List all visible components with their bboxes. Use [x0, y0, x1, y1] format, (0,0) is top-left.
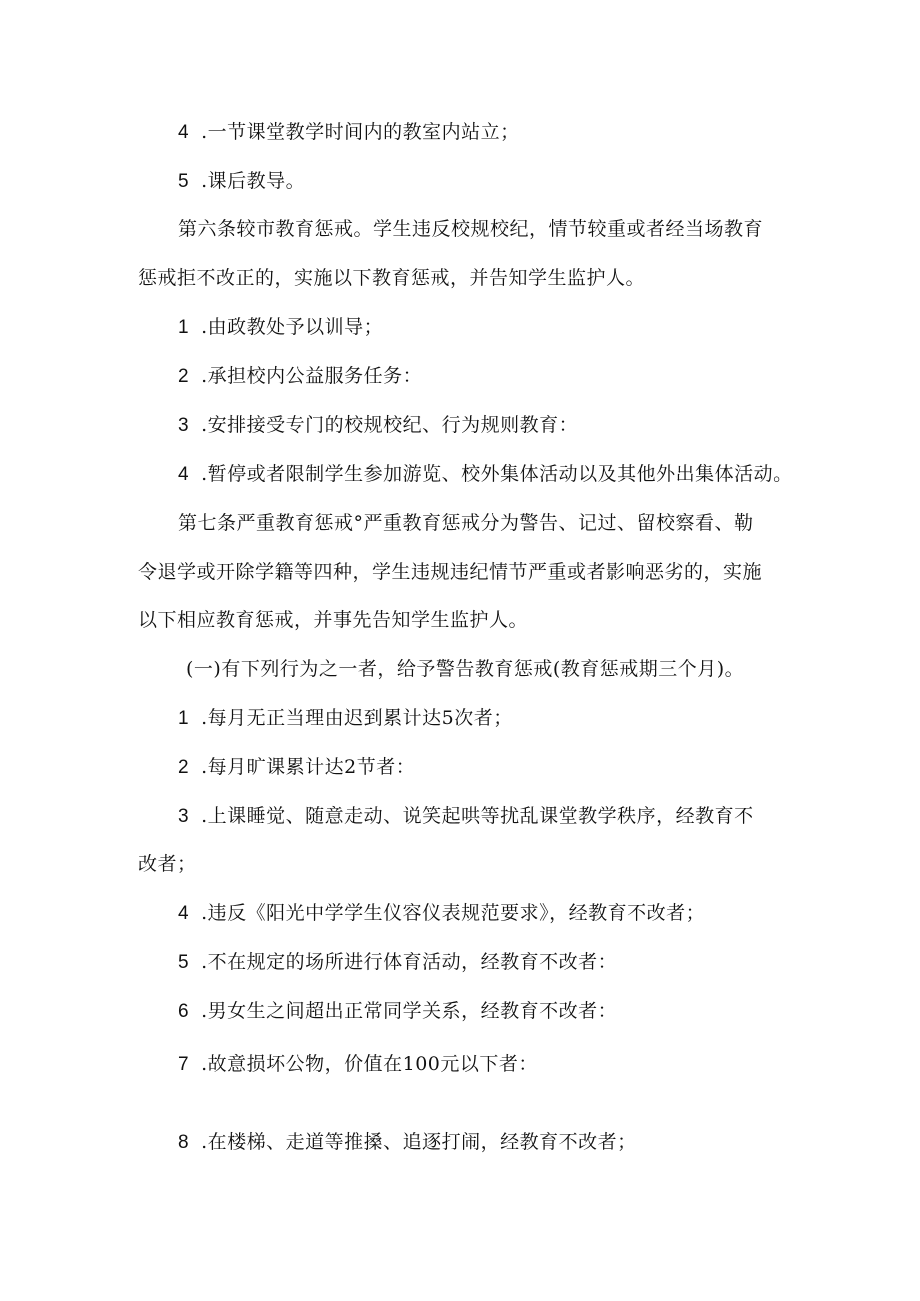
paragraph-text: 第七条严重教育惩戒°严重教育惩戒分为警告、记过、留校察看、勒 [178, 512, 754, 534]
item-text: .每月无正当理由迟到累计达5次者； [201, 707, 513, 729]
article-6-line-1 [178, 217, 763, 241]
item-text: .安排接受专门的校规校纪、行为规则教育： [201, 414, 579, 436]
section-heading-text: (一)有下列行为之一者，给予警告教育惩戒(教育惩戒期三个月)。 [186, 658, 745, 680]
item-text: .课后教导。 [201, 170, 306, 192]
item-number: 2 [178, 366, 190, 387]
item-text: .违反《阳光中学学生仪容仪表规范要求》，经教育不改者； [201, 902, 706, 924]
item-number: 5 [178, 171, 190, 192]
item-text: .每月旷课累计达2节者： [201, 756, 416, 778]
list-item-3-disrupt-class [178, 804, 754, 829]
list-item-2-service [178, 364, 422, 389]
item-text: .由政教处予以训导； [201, 316, 384, 338]
item-number: 1 [178, 708, 190, 729]
paragraph-text: 惩戒拒不改正的，实施以下教育惩戒，并告知学生监护人。 [138, 267, 646, 289]
list-item-8-pushing [178, 1130, 637, 1155]
list-item-5-after-class [178, 169, 305, 194]
list-item-7-damage [178, 1052, 538, 1077]
item-number: 7 [178, 1054, 190, 1075]
paragraph-text: 第六条较市教育惩戒。学生违反校规校纪，情节较重或者经当场教育 [178, 218, 764, 240]
list-item-1-late [178, 706, 513, 731]
item-number: 3 [178, 806, 190, 827]
item-text: .在楼梯、走道等推搡、追逐打闹，经教育不改者； [201, 1131, 637, 1153]
list-item-6-relationship [178, 999, 617, 1024]
item-number: 8 [178, 1132, 190, 1153]
article-7-line-3 [138, 608, 528, 632]
item-number: 4 [178, 464, 190, 485]
item-number: 1 [178, 317, 190, 338]
item-text: .一节课堂教学时间内的教室内站立； [201, 121, 520, 143]
item-text: .上课睡觉、随意走动、说笑起哄等扰乱课堂教学秩序，经教育不 [201, 805, 754, 827]
article-7-line-2 [138, 560, 762, 584]
item-text: .故意损坏公物，价值在100元以下者： [201, 1053, 538, 1075]
item-number: 5 [178, 952, 190, 973]
list-item-4-suspend-activities [178, 462, 793, 487]
paragraph-text: 令退学或开除学籍等四种，学生违规违纪情节严重或者影响恶劣的，实施 [138, 561, 763, 583]
item-number: 4 [178, 122, 190, 143]
section-1-heading [186, 657, 744, 681]
item-text: .不在规定的场所进行体育活动，经教育不改者： [201, 951, 618, 973]
article-7-line-1 [178, 511, 754, 535]
paragraph-text: 以下相应教育惩戒，并事先告知学生监护人。 [138, 609, 529, 631]
list-item-4-dress-code [178, 901, 705, 926]
item-text: .暂停或者限制学生参加游览、校外集体活动以及其他外出集体活动。 [201, 463, 793, 485]
item-number: 2 [178, 757, 190, 778]
list-item-1-reprimand [178, 315, 383, 340]
article-6-line-2 [138, 266, 645, 290]
item-text: .男女生之间超出正常同学关系，经教育不改者： [201, 1000, 618, 1022]
item-number: 6 [178, 1001, 190, 1022]
list-item-2-truancy [178, 755, 415, 780]
list-item-4-standing [178, 120, 520, 145]
item-text: .承担校内公益服务任务： [201, 365, 423, 387]
item-text: 改者； [138, 853, 197, 875]
list-item-3-continuation [138, 852, 197, 876]
item-number: 4 [178, 903, 190, 924]
item-number: 3 [178, 415, 190, 436]
list-item-3-education [178, 413, 578, 438]
list-item-5-sports-place [178, 950, 617, 975]
